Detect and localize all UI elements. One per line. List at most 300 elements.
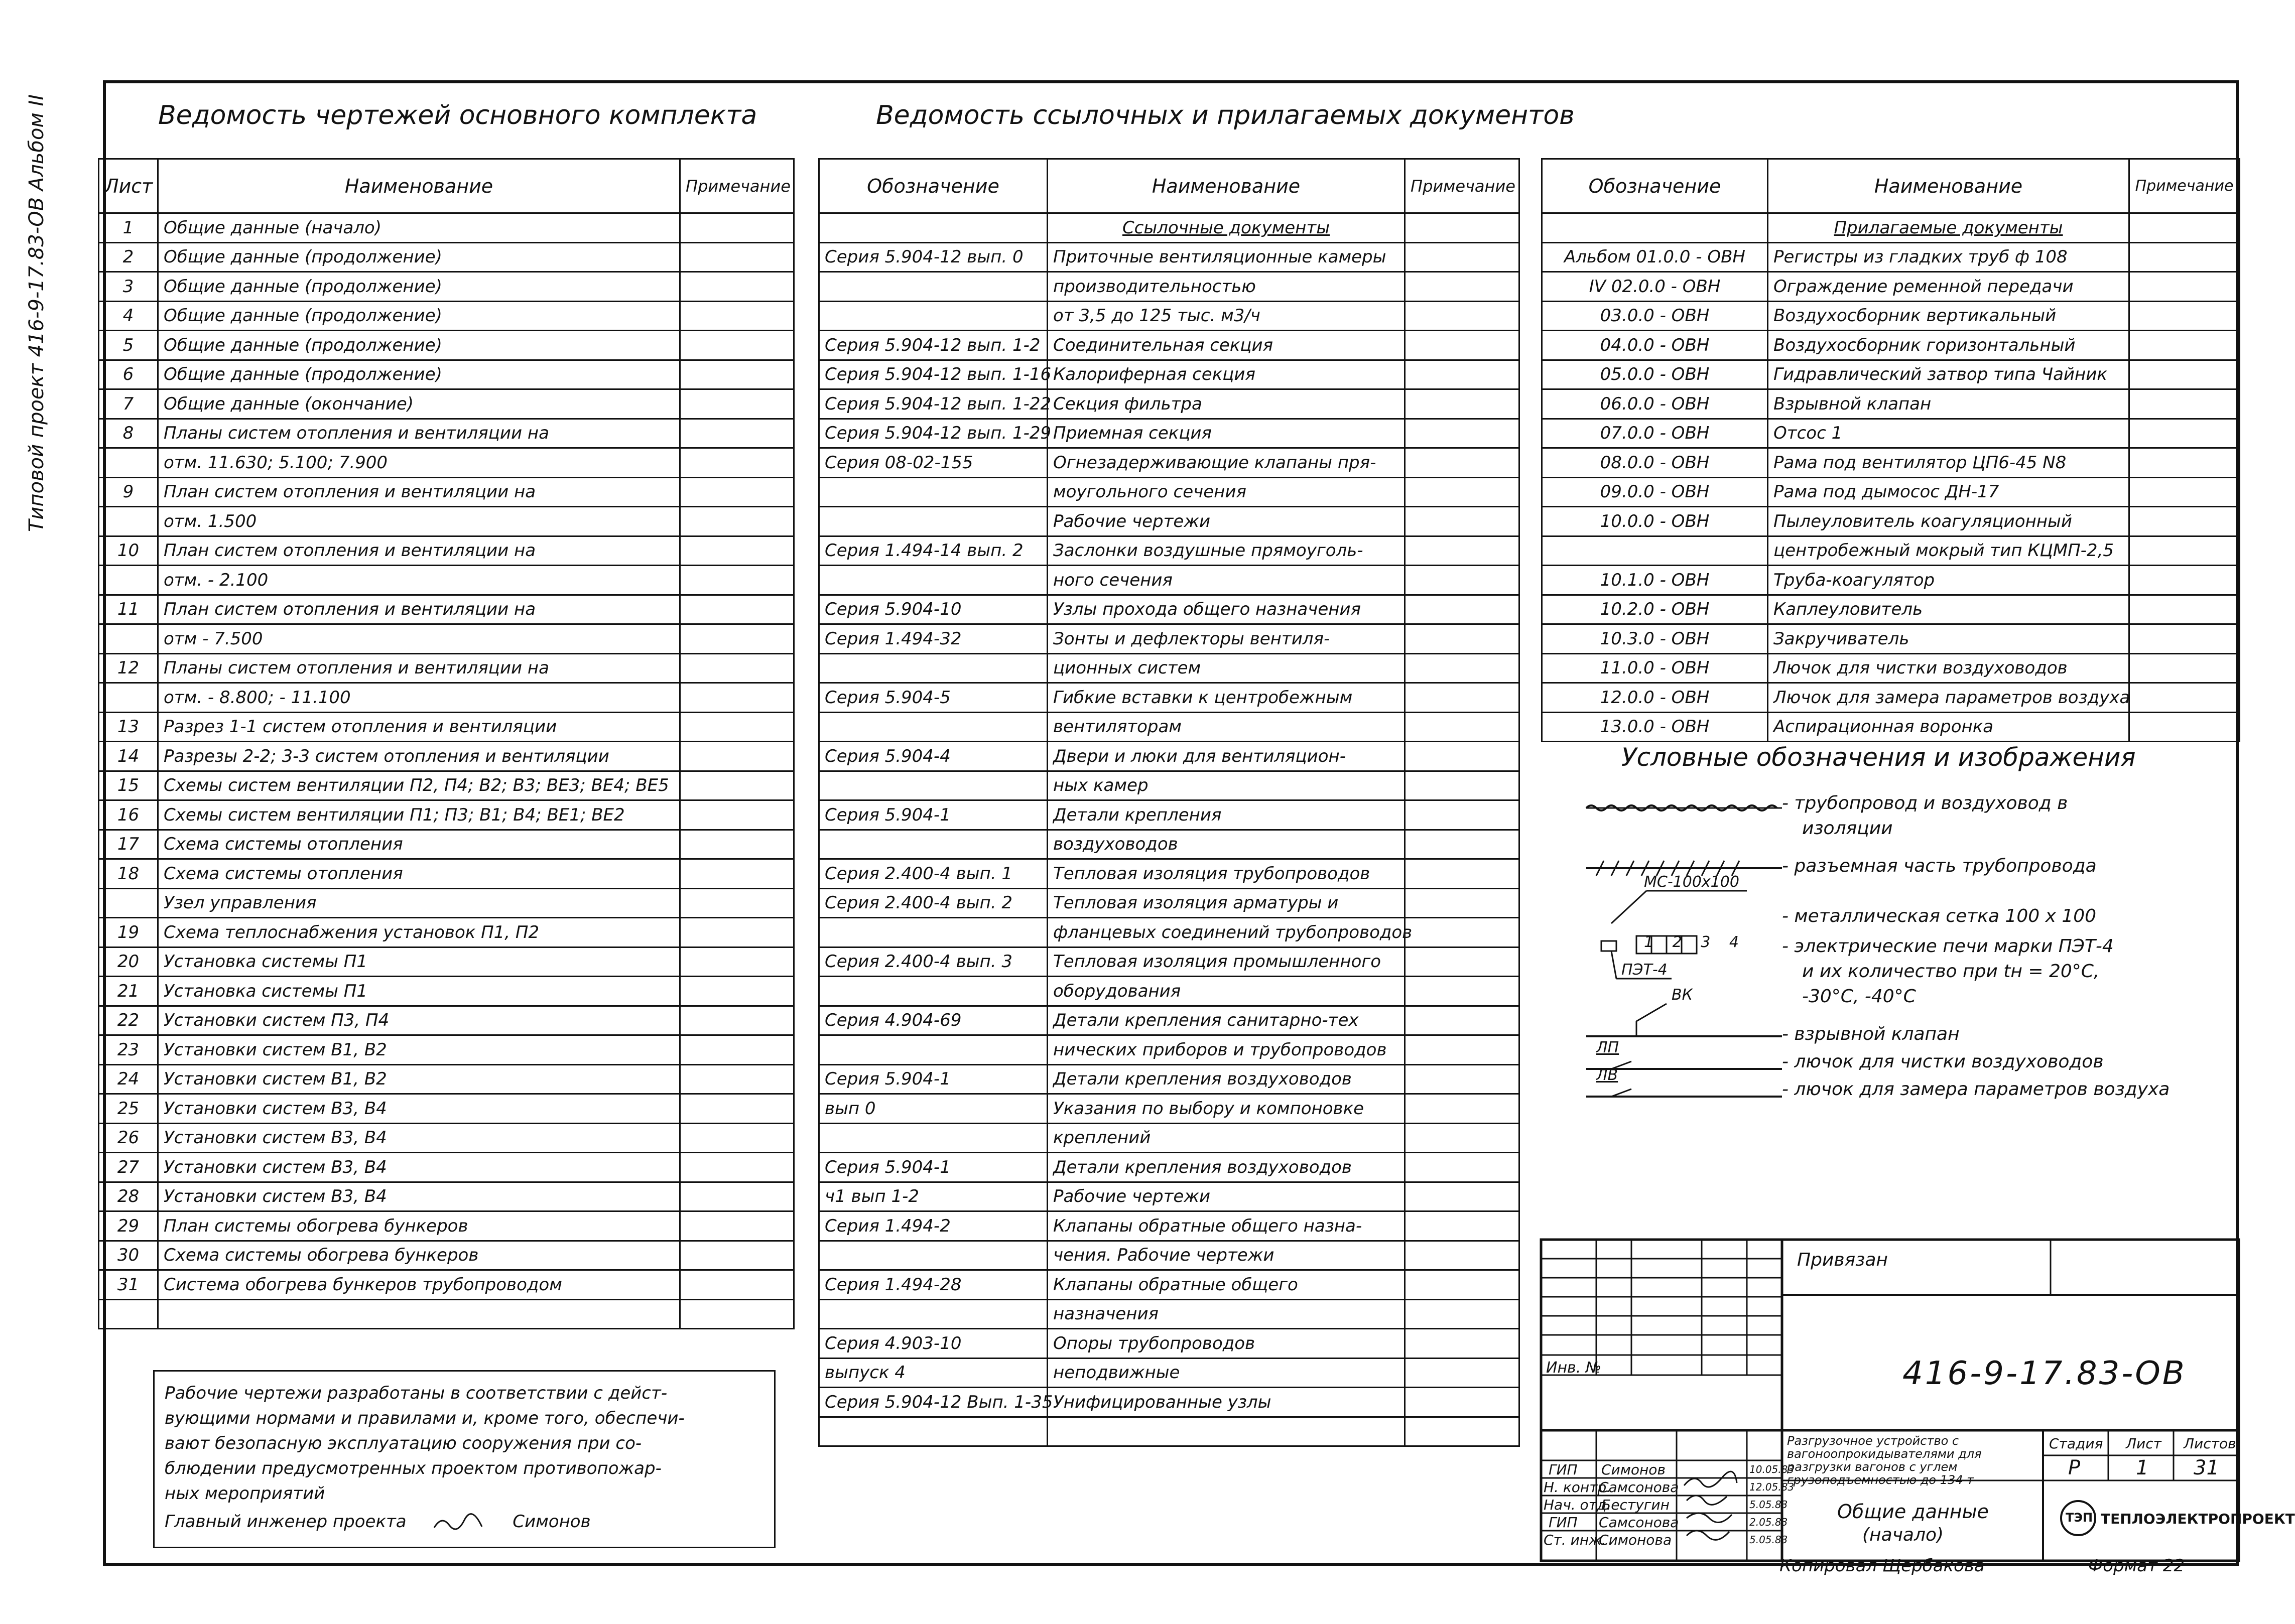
person-name: Самсонова (1599, 1479, 1679, 1496)
sheets-cell-name: отм. - 2.100 (158, 566, 680, 595)
refs-cell-name: производительностью (1048, 272, 1405, 302)
sheets-cell-code: 7 (99, 389, 158, 419)
att-cell-note (2129, 712, 2240, 742)
sheets-cell-note (680, 771, 794, 800)
sheet-label: Лист (2126, 1435, 2161, 1452)
sheets-cell-note (680, 830, 794, 859)
sheets-row (99, 947, 794, 977)
legend-heater-symbol (1601, 941, 1616, 951)
refs-cell-note (1405, 653, 1519, 683)
sheets-row (99, 389, 794, 419)
sheets-cell-note (680, 536, 794, 566)
sheets-cell-name: отм. 11.630; 5.100; 7.900 (158, 448, 680, 478)
sheets-cell-note (680, 977, 794, 1006)
person-role: Ст. инж. (1544, 1532, 1606, 1548)
stage-label: Стадия (2049, 1435, 2103, 1452)
att-cell-note (2129, 301, 2240, 331)
sheets-row (99, 830, 794, 859)
sheets-row (99, 683, 794, 713)
refs-row (819, 1358, 1519, 1388)
refs-cell-note (1405, 1358, 1519, 1388)
sheets-cell-name: План систем отопления и вентиляции на (158, 477, 680, 507)
refs-cell-note (1405, 1329, 1519, 1359)
sheets-cell-code: 16 (99, 800, 158, 830)
sheets-cell-name: План систем отопления и вентиляции на (158, 536, 680, 566)
refs-cell-name: Приемная секция (1048, 419, 1405, 448)
refs-row (819, 331, 1519, 360)
person-role: ГИП (1549, 1514, 1578, 1531)
sheets-row (99, 888, 794, 918)
att-row (1542, 301, 2240, 331)
refs-cell-name: Соединительная секция (1048, 331, 1405, 360)
sheets-cell-name: Общие данные (продолжение) (158, 301, 680, 331)
sheet-value: 1 (2136, 1456, 2149, 1479)
design-note (153, 1370, 776, 1548)
refs-cell-name: Гибкие вставки к центробежным (1048, 683, 1405, 713)
att-cell-note (2129, 448, 2240, 478)
stage-value: Р (2068, 1456, 2081, 1479)
refs-cell-code (819, 771, 1048, 800)
sheets-cell-code (99, 507, 158, 536)
sheets-cell-note (680, 301, 794, 331)
refs-cell-note (1405, 1388, 1519, 1417)
sheets-cell-name: Схема теплоснабжения установок П1, П2 (158, 918, 680, 948)
refs-cell-name (1048, 1417, 1405, 1446)
sheets-cell-name: Схема системы отопления (158, 859, 680, 889)
att-header-code: Обозначение (1542, 159, 1768, 213)
refs-cell-name: Приточные вентиляционные камеры (1048, 242, 1405, 272)
refs-cell-code: Серия 4.904-69 (819, 1006, 1048, 1035)
sheets-cell-name: Узел управления (158, 888, 680, 918)
refs-cell-code: ч1 вып 1-2 (819, 1182, 1048, 1211)
sheets-cell-note (680, 1006, 794, 1035)
refs-row (819, 1211, 1519, 1241)
legend-item-heater-2: и их количество при tн = 20°С, (1802, 961, 2100, 982)
sheets-table (98, 158, 795, 1329)
sheets-cell-code: 29 (99, 1211, 158, 1241)
att-cell-name: Взрывной клапан (1768, 389, 2129, 419)
refs-cell-name: Детали крепления (1048, 800, 1405, 830)
legend-tag-heater-count: 1 2 3 4 (1644, 933, 1746, 951)
att-row (1542, 419, 2240, 448)
refs-cell-note (1405, 742, 1519, 771)
att-cell-name: Рама под дымосос ДН-17 (1768, 477, 2129, 507)
refs-cell-note (1405, 830, 1519, 859)
sheets-cell-note (680, 566, 794, 595)
sheet-subtitle: (начало) (1862, 1525, 1944, 1545)
refs-cell-name: нических приборов и трубопроводов (1048, 1035, 1405, 1065)
refs-row (819, 448, 1519, 478)
legend-measure-hatch-symbol (1611, 1089, 1631, 1097)
org-name: ТЕПЛОЭЛЕКТРОПРОЕКТ (2101, 1511, 2295, 1527)
att-cell-code: 12.0.0 - ОВН (1542, 683, 1768, 713)
note-line: вают безопасную эксплуатацию сооружения при со- (165, 1433, 642, 1453)
refs-cell-code: Серия 5.904-10 (819, 595, 1048, 624)
sheets-row (99, 771, 794, 800)
sheets-cell-name: Установки систем П3, П4 (158, 1006, 680, 1035)
org-logo-mark: ТЭП (2066, 1511, 2093, 1525)
sheets-cell-note (680, 1094, 794, 1124)
person-role: Нач. отд. (1544, 1497, 1611, 1513)
refs-row (819, 1006, 1519, 1035)
refs-cell-code (819, 1123, 1048, 1153)
att-cell-note (2129, 507, 2240, 536)
refs-cell-note (1405, 1299, 1519, 1329)
refs-cell-code (819, 1299, 1048, 1329)
sheets-row (99, 360, 794, 389)
att-row (1542, 507, 2240, 536)
refs-row (819, 477, 1519, 507)
sheets-cell-name: Установка системы П1 (158, 977, 680, 1006)
legend-tag-mesh: МС-100х100 (1644, 873, 1739, 891)
att-cell-name: Пылеуловитель коагуляционный (1768, 507, 2129, 536)
sheets-cell-name: Схемы систем вентиляции П1; П3; В1; В4; ВЕ1; ВЕ2 (158, 800, 680, 830)
sheets-cell-code: 10 (99, 536, 158, 566)
sheets-row (99, 624, 794, 654)
chief-engineer-name: Симонов (513, 1512, 591, 1532)
refs-cell-code (819, 712, 1048, 742)
sheets-cell-name: Система обогрева бункеров трубопроводом (158, 1270, 680, 1300)
refs-cell-name: Двери и люки для вентиляцион- (1048, 742, 1405, 771)
refs-cell-name: Тепловая изоляция промышленного (1048, 947, 1405, 977)
refs-cell-note (1405, 272, 1519, 302)
sheets-cell-name: отм. 1.500 (158, 507, 680, 536)
att-cell-name: Регистры из гладких труб ф 108 (1768, 242, 2129, 272)
refs-row (819, 1035, 1519, 1065)
att-cell-code: 03.0.0 - ОВН (1542, 301, 1768, 331)
sheets-cell-note (680, 448, 794, 478)
chief-engineer-label: Главный инженер проекта (165, 1512, 407, 1532)
refs-cell-name: ционных систем (1048, 653, 1405, 683)
refs-row (819, 918, 1519, 948)
refs-cell-note (1405, 1417, 1519, 1446)
chief-signature-icon (432, 1513, 487, 1533)
att-cell-note (2129, 683, 2240, 713)
refs-cell-name: Рабочие чертежи (1048, 507, 1405, 536)
sheets-cell-name: отм - 7.500 (158, 624, 680, 654)
person-name: Самсонова (1599, 1514, 1679, 1531)
att-cell-code: 10.2.0 - ОВН (1542, 595, 1768, 624)
sheets-cell-code: 3 (99, 272, 158, 302)
att-cell-note (2129, 566, 2240, 595)
refs-row (819, 653, 1519, 683)
refs-row (819, 419, 1519, 448)
refs-cell-note (1405, 1241, 1519, 1270)
refs-cell-note (1405, 947, 1519, 977)
sheets-cell-note (680, 1241, 794, 1270)
sheets-cell-code: 14 (99, 742, 158, 771)
refs-row (819, 624, 1519, 654)
refs-header-note: Примечание (1405, 159, 1519, 213)
sheets-cell-name: Планы систем отопления и вентиляции на (158, 653, 680, 683)
paper-format: Формат 22 (2088, 1556, 2185, 1576)
att-cell-note (2129, 624, 2240, 654)
refs-cell-code (819, 272, 1048, 302)
sheets-cell-note (680, 1299, 794, 1329)
att-cell-code (1542, 536, 1768, 566)
sheets-cell-note (680, 947, 794, 977)
legend-item-heater-3: -30°С, -40°С (1802, 986, 1916, 1007)
sheets-row (99, 595, 794, 624)
sheets-row (99, 1094, 794, 1124)
sheets-cell-name: План системы обогрева бункеров (158, 1211, 680, 1241)
att-row (1542, 712, 2240, 742)
att-cell-note (2129, 595, 2240, 624)
sheets-row (99, 1270, 794, 1300)
att-cell-code: 11.0.0 - ОВН (1542, 653, 1768, 683)
refs-cell-name: ного сечения (1048, 566, 1405, 595)
copied-by: Копировал Щербакова (1779, 1556, 1985, 1576)
refs-cell-code (819, 977, 1048, 1006)
refs-row (819, 742, 1519, 771)
refs-cell-name: Указания по выбору и компоновке (1048, 1094, 1405, 1124)
refs-cell-code (819, 566, 1048, 595)
att-cell-note (2129, 272, 2240, 302)
sheets-cell-name: Общие данные (продолжение) (158, 272, 680, 302)
refs-cell-name: воздуховодов (1048, 830, 1405, 859)
refs-cell-name: Опоры трубопроводов (1048, 1329, 1405, 1359)
legend-title: Условные обозначения и изображения (1621, 743, 2136, 772)
sheets-cell-name: Планы систем отопления и вентиляции на (158, 419, 680, 448)
refs-row (819, 595, 1519, 624)
legend-tag-heater: ПЭТ-4 (1621, 961, 1668, 979)
note-line: Рабочие чертежи разработаны в соответствии с дейст- (165, 1383, 668, 1403)
refs-cell-name: ных камер (1048, 771, 1405, 800)
refs-cell-name: вентиляторам (1048, 712, 1405, 742)
sheets-cell-code: 4 (99, 301, 158, 331)
refs-row (819, 888, 1519, 918)
sheets-cell-code: 5 (99, 331, 158, 360)
refs-cell-note (1405, 419, 1519, 448)
refs-cell-code (819, 1417, 1048, 1446)
refs-cell-code: Серия 5.904-4 (819, 742, 1048, 771)
person-role: Н. контр. (1544, 1479, 1611, 1496)
sheets-cell-code (99, 683, 158, 713)
refs-row (819, 536, 1519, 566)
refs-row (819, 1241, 1519, 1270)
att-cell-note (2129, 360, 2240, 389)
sheets-cell-note (680, 712, 794, 742)
refs-cell-note (1405, 1035, 1519, 1065)
refs-cell-note (1405, 242, 1519, 272)
refs-cell-code: Серия 5.904-12 Вып. 1-35 (819, 1388, 1048, 1417)
sheets-cell-name: Общие данные (окончание) (158, 389, 680, 419)
refs-cell-note (1405, 918, 1519, 948)
refs-row (819, 1299, 1519, 1329)
legend-item-heater: - электрические печи марки ПЭТ-4 (1782, 936, 2114, 957)
sheets-row (99, 1153, 794, 1182)
legend-tag-cleaning: ЛП (1596, 1039, 1619, 1056)
sheets-cell-code: 30 (99, 1241, 158, 1270)
sheets-cell-code: 20 (99, 947, 158, 977)
note-line: ных мероприятий (165, 1483, 325, 1504)
att-cell-name: Воздухосборник вертикальный (1768, 301, 2129, 331)
refs-cell-code (819, 653, 1048, 683)
refs-cell-name: Тепловая изоляция трубопроводов (1048, 859, 1405, 889)
att-cell-code: 07.0.0 - ОВН (1542, 419, 1768, 448)
sheets-cell-code: 24 (99, 1064, 158, 1094)
refs-cell-note (1405, 1270, 1519, 1300)
refs-cell-note (1405, 1094, 1519, 1124)
refs-row (819, 800, 1519, 830)
refs-row (819, 389, 1519, 419)
refs-cell-note (1405, 477, 1519, 507)
refs-row (819, 977, 1519, 1006)
att-cell-note (2129, 536, 2240, 566)
refs-row (819, 947, 1519, 977)
sheets-row (99, 1123, 794, 1153)
sheets-row (99, 301, 794, 331)
sheets-cell-note (680, 918, 794, 948)
refs-cell-name: креплений (1048, 1123, 1405, 1153)
refs-row (819, 683, 1519, 713)
refs-cell-note (1405, 1006, 1519, 1035)
att-row (1542, 242, 2240, 272)
refs-cell-note (1405, 536, 1519, 566)
sheets-cell-code (99, 448, 158, 478)
sheets-row (99, 1241, 794, 1270)
att-row (1542, 272, 2240, 302)
person-name: Бестугин (1601, 1497, 1670, 1513)
sheets-cell-note (680, 742, 794, 771)
sheets-header-name: Наименование (158, 159, 680, 213)
refs-cell-code: Серия 2.400-4 вып. 1 (819, 859, 1048, 889)
sheets-cell-code: 6 (99, 360, 158, 389)
refs-cell-name: Узлы прохода общего назначения (1048, 595, 1405, 624)
refs-header-name: Наименование (1048, 159, 1405, 213)
document-code: 416-9-17.83-ОВ (1902, 1355, 2187, 1392)
refs-section-title: Ссылочные документы (1048, 213, 1405, 243)
sheets-cell-note (680, 213, 794, 243)
legend-item-cleaning-hatch: - лючок для чистки воздуховодов (1782, 1051, 2104, 1072)
refs-cell-name: неподвижные (1048, 1358, 1405, 1388)
att-row (1542, 536, 2240, 566)
refs-cell-name: Секция фильтра (1048, 389, 1405, 419)
refs-cell-name: Унифицированные узлы (1048, 1388, 1405, 1417)
legend-item-detachable: - разъемная часть трубопровода (1782, 856, 2097, 876)
refs-cell-note (1405, 389, 1519, 419)
sheets-cell-name: Установки систем В3, В4 (158, 1182, 680, 1211)
sheets-cell-name: отм. - 8.800; - 11.100 (158, 683, 680, 713)
refs-cell-name: назначения (1048, 1299, 1405, 1329)
refs-cell-code: Серия 5.904-12 вып. 1-2 (819, 331, 1048, 360)
references-table (818, 158, 1520, 1447)
att-cell-code: 05.0.0 - ОВН (1542, 360, 1768, 389)
sheets-cell-note (680, 419, 794, 448)
sheets-cell-code: 22 (99, 1006, 158, 1035)
sheets-cell-note (680, 800, 794, 830)
sheets-row (99, 331, 794, 360)
legend-item-insulated-pipe-2: изоляции (1802, 818, 1893, 839)
refs-row (819, 1388, 1519, 1417)
refs-cell-code: Серия 1.494-32 (819, 624, 1048, 654)
refs-cell-code (819, 1035, 1048, 1065)
sheets-row (99, 1299, 794, 1329)
sheets-cell-name: Общие данные (начало) (158, 213, 680, 243)
refs-cell-code: Серия 5.904-1 (819, 800, 1048, 830)
refs-cell-note (1405, 712, 1519, 742)
refs-row (819, 771, 1519, 800)
refs-cell-note (1405, 683, 1519, 713)
att-row (1542, 653, 2240, 683)
sheets-cell-name: Схемы систем вентиляции П2, П4; В2; В3; ВЕ3; ВЕ4; ВЕ5 (158, 771, 680, 800)
refs-cell-code: вып 0 (819, 1094, 1048, 1124)
refs-cell-note (1405, 1064, 1519, 1094)
sheets-row (99, 419, 794, 448)
att-cell-code: IV 02.0.0 - ОВН (1542, 272, 1768, 302)
sheets-cell-note (680, 595, 794, 624)
refs-cell-code (819, 830, 1048, 859)
legend-item-mesh: - металлическая сетка 100 х 100 (1782, 906, 2097, 926)
left-title: Ведомость чертежей основного комплекта (158, 100, 757, 130)
sheets-cell-code: 25 (99, 1094, 158, 1124)
refs-cell-code: Серия 4.903-10 (819, 1329, 1048, 1359)
attached-table (1541, 158, 2240, 742)
sheets-row (99, 918, 794, 948)
sheets-row (99, 742, 794, 771)
sheets-row (99, 213, 794, 243)
sheets-cell-code (99, 566, 158, 595)
refs-cell-note (1405, 566, 1519, 595)
sheets-cell-name: План систем отопления и вентиляции на (158, 595, 680, 624)
refs-row (819, 1270, 1519, 1300)
sheets-cell-note (680, 888, 794, 918)
att-row (1542, 389, 2240, 419)
sheets-cell-note (680, 331, 794, 360)
refs-cell-note (1405, 595, 1519, 624)
refs-cell-note (1405, 301, 1519, 331)
sheets-cell-code (99, 624, 158, 654)
refs-row (819, 360, 1519, 389)
refs-cell-name: Зонты и дефлекторы вентиля- (1048, 624, 1405, 654)
chief-engineer-line (165, 1509, 764, 1534)
att-cell-note (2129, 242, 2240, 272)
sheets-cell-code (99, 888, 158, 918)
refs-row (819, 566, 1519, 595)
att-row (1542, 683, 2240, 713)
person-date: 12.05.83 (1749, 1481, 1795, 1493)
legend-item-insulated-pipe: - трубопровод и воздуховод в (1782, 793, 2068, 814)
refs-row (819, 1094, 1519, 1124)
refs-cell-code: Серия 2.400-4 вып. 3 (819, 947, 1048, 977)
refs-cell-name: Рабочие чертежи (1048, 1182, 1405, 1211)
sheets-cell-note (680, 1270, 794, 1300)
sheets-cell-code: 2 (99, 242, 158, 272)
sheets-cell-note (680, 1035, 794, 1065)
sheets-cell-code: 12 (99, 653, 158, 683)
person-date: 10.05.83 (1749, 1463, 1795, 1475)
sheets-cell-code: 11 (99, 595, 158, 624)
att-row (1542, 624, 2240, 654)
sheets-cell-name: Установки систем В1, В2 (158, 1035, 680, 1065)
refs-cell-code: Серия 5.904-5 (819, 683, 1048, 713)
sheets-cell-name: Разрезы 2-2; 3-3 систем отопления и вентиляции (158, 742, 680, 771)
sheets-cell-code: 8 (99, 419, 158, 448)
refs-cell-code (819, 918, 1048, 948)
att-row (1542, 595, 2240, 624)
legend-tag-measure: ЛВ (1596, 1066, 1618, 1084)
sheets-row (99, 536, 794, 566)
att-header-note: Примечание (2129, 159, 2240, 213)
title-block (1541, 1240, 2295, 1566)
refs-cell-code: Серия 1.494-14 вып. 2 (819, 536, 1048, 566)
sheets-cell-note (680, 477, 794, 507)
refs-row (819, 712, 1519, 742)
refs-cell-name: Огнезадерживающие клапаны пря- (1048, 448, 1405, 478)
refs-cell-note (1405, 859, 1519, 889)
sheets-cell-note (680, 507, 794, 536)
sheets-row (99, 1182, 794, 1211)
